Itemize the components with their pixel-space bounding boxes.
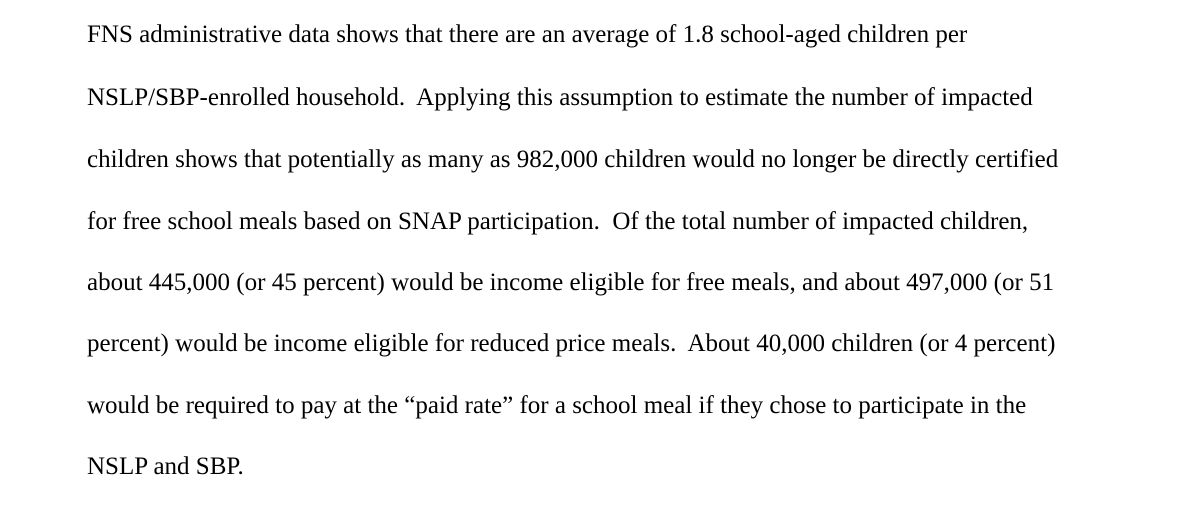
paragraph-line-6: percent) would be income eligible for reduced price meals. About 40,000 children (or 4 percent) xyxy=(87,330,1056,357)
paragraph-line-8: NSLP and SBP. xyxy=(87,453,244,480)
paragraph-line-4: for free school meals based on SNAP participation. Of the total number of impacted children, xyxy=(87,208,1029,235)
paragraph-line-7: would be required to pay at the “paid rate” for a school meal if they chose to participate in the xyxy=(87,392,1027,419)
paragraph-line-5: about 445,000 (or 45 percent) would be income eligible for free meals, and about 497,000 (or 51 xyxy=(87,269,1055,296)
paragraph-line-2: NSLP/SBP-enrolled household. Applying this assumption to estimate the number of impacted xyxy=(87,84,1033,111)
paragraph-line-1: FNS administrative data shows that there are an average of 1.8 school-aged children per xyxy=(87,21,968,48)
paragraph-line-3: children shows that potentially as many as 982,000 children would no longer be directly certified xyxy=(87,146,1059,173)
